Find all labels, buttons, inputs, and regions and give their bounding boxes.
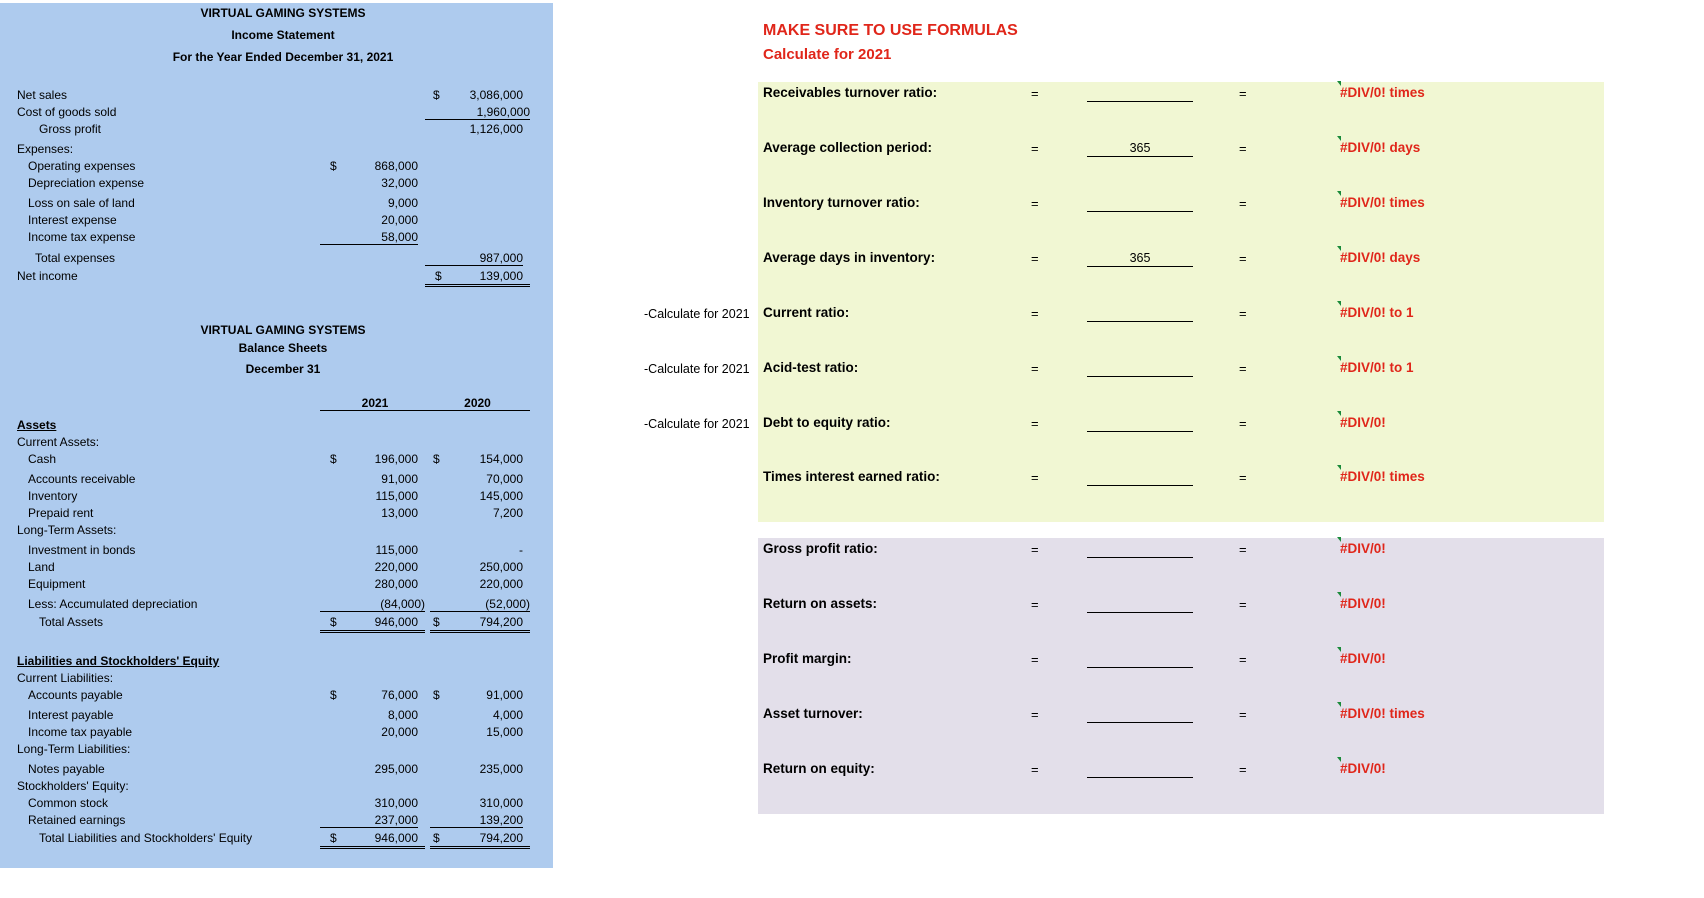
equals-sign: = [1239,652,1247,667]
gross-profit-label: Gross profit [39,122,102,136]
error-value: #DIV/0! [1340,596,1386,611]
currency-sign: $ [435,269,442,283]
ratio-label: Return on assets: [763,596,878,611]
equals-sign: = [1031,141,1039,156]
ratio-result [1340,706,1425,721]
ratio-unit: days [1389,140,1421,155]
land-label: Land [28,560,55,574]
inventory-label: Inventory [28,489,78,503]
prepaid-2021: 13,000 [381,506,418,520]
currency-sign: $ [433,88,440,102]
currency-sign: $ [433,688,440,702]
cash-label: Cash [28,452,57,466]
ratio-label: Gross profit ratio: [763,541,878,556]
ap-2020: 91,000 [486,688,523,702]
ratio-unit: times [1389,85,1425,100]
ratio-label: Return on equity: [763,761,875,776]
ratio-unit: days [1389,250,1421,265]
ratio-result [1340,250,1420,265]
error-value: #DIV/0! [1340,761,1386,776]
currency-sign: $ [330,159,337,173]
net-income-label: Net income [17,269,78,283]
ratio-result [1340,360,1414,375]
expenses-heading: Expenses: [17,142,74,156]
interest-payable-2021: 8,000 [387,708,418,722]
equals-sign: = [1031,86,1039,101]
long-term-liabilities-heading: Long-Term Liabilities: [17,742,131,756]
equals-sign: = [1031,542,1039,557]
bonds-label: Investment in bonds [28,543,136,557]
equipment-2021: 280,000 [374,577,418,591]
ratio-label: Times interest earned ratio: [763,469,940,484]
is-title: Income Statement [231,28,335,42]
income-tax-expense-value: 58,000 [320,230,418,245]
retained-earnings-label: Retained earnings [28,813,126,827]
cash-2021: 196,000 [374,452,418,466]
col-2020-header: 2020 [425,396,530,411]
ratio-input-cell[interactable] [1087,86,1193,102]
error-value: #DIV/0! [1340,541,1386,556]
interest-payable-2020: 4,000 [492,708,523,722]
error-value: #DIV/0! [1340,85,1386,100]
equals-sign: = [1239,306,1247,321]
currency-sign: $ [433,452,440,466]
equals-sign: = [1031,597,1039,612]
ratio-unit: times [1389,195,1425,210]
currency-sign: $ [330,688,337,702]
equals-sign: = [1239,251,1247,266]
prepaid-2020: 7,200 [492,506,523,520]
gross-profit-value: 1,126,000 [469,122,523,136]
income-tax-expense-label: Income tax expense [28,230,136,244]
ap-label: Accounts payable [28,688,123,702]
equals-sign: = [1031,707,1039,722]
ratio-result [1340,541,1386,556]
total-assets-2021: 946,000 [374,615,418,629]
currency-sign: $ [330,831,337,845]
ratio-input-cell[interactable]: 365 [1087,141,1193,157]
loss-on-land-label: Loss on sale of land [28,196,135,210]
equals-sign: = [1031,470,1039,485]
col-2021-header: 2021 [320,396,430,411]
ratio-input-cell[interactable] [1087,196,1193,212]
ratio-result [1340,195,1425,210]
ratio-result [1340,305,1414,320]
error-value: #DIV/0! [1340,469,1386,484]
notes-payable-2020: 235,000 [479,762,523,776]
cogs-value: 1,960,000 [425,105,530,120]
ratio-input-cell[interactable] [1087,470,1193,486]
prepaid-label: Prepaid rent [28,506,94,520]
error-value: #DIV/0! [1340,415,1386,430]
bs-date: December 31 [245,362,321,376]
error-value: #DIV/0! [1340,195,1386,210]
ratio-input-cell[interactable] [1087,707,1193,723]
side-note: -Calculate for 2021 [644,307,750,321]
common-stock-label: Common stock [28,796,109,810]
equals-sign: = [1031,306,1039,321]
retained-earnings-2020: 139,200 [430,813,523,828]
equals-sign: = [1031,251,1039,266]
current-liabilities-heading: Current Liabilities: [17,671,114,685]
total-assets-2020: 794,200 [479,615,523,629]
error-value: #DIV/0! [1340,250,1386,265]
operating-expenses-label: Operating expenses [28,159,136,173]
ratio-label: Inventory turnover ratio: [763,195,920,210]
error-value: #DIV/0! [1340,651,1386,666]
equipment-2020: 220,000 [479,577,523,591]
ratio-input-cell[interactable] [1087,361,1193,377]
notes-payable-2021: 295,000 [374,762,418,776]
equals-sign: = [1239,196,1247,211]
common-stock-2020: 310,000 [479,796,523,810]
total-assets-label: Total Assets [39,615,104,629]
ratio-label: Current ratio: [763,305,850,320]
total-expenses-value: 987,000 [425,251,523,266]
depreciation-value: 32,000 [381,176,418,190]
total-le-label: Total Liabilities and Stockholders' Equity [39,831,253,845]
ratio-result [1340,761,1386,776]
common-stock-2021: 310,000 [374,796,418,810]
cash-2020: 154,000 [479,452,523,466]
current-assets-heading: Current Assets: [17,435,100,449]
error-value: #DIV/0! [1340,706,1386,721]
equals-sign: = [1239,86,1247,101]
land-2020: 250,000 [479,560,523,574]
ratio-label: Profit margin: [763,651,852,666]
ratio-label: Average collection period: [763,140,933,155]
ratio-result [1340,85,1425,100]
bs-company-title: VIRTUAL GAMING SYSTEMS [200,323,366,337]
inventory-2021: 115,000 [375,489,418,503]
long-term-assets-heading: Long-Term Assets: [17,523,117,537]
ratio-input-cell[interactable] [1087,597,1193,613]
ratio-unit: to 1 [1389,360,1414,375]
equals-sign: = [1239,542,1247,557]
instruction-calculate: Calculate for 2021 [763,46,892,63]
currency-sign: $ [433,831,440,845]
net-sales-value: 3,086,000 [469,88,523,102]
currency-sign: $ [330,615,337,629]
ratio-input-cell[interactable] [1087,416,1193,432]
loss-on-land-value: 9,000 [387,196,418,210]
total-expenses-label: Total expenses [35,251,116,265]
equals-sign: = [1239,361,1247,376]
equals-sign: = [1031,196,1039,211]
depreciation-label: Depreciation expense [28,176,145,190]
instruction-formulas: MAKE SURE TO USE FORMULAS [763,22,1018,39]
assets-heading: Assets [17,418,57,432]
equipment-label: Equipment [28,577,86,591]
equals-sign: = [1239,141,1247,156]
error-value: #DIV/0! [1340,305,1386,320]
ratio-result [1340,651,1386,666]
equals-sign: = [1031,652,1039,667]
accum-dep-2021: (84,000) [320,597,425,612]
currency-sign: $ [433,615,440,629]
ratio-result [1340,469,1425,484]
stockholders-equity-heading: Stockholders' Equity: [17,779,129,793]
ratio-label: Acid-test ratio: [763,360,859,375]
equals-sign: = [1239,597,1247,612]
ratio-input-cell[interactable] [1087,652,1193,668]
ratio-result [1340,140,1420,155]
interest-payable-label: Interest payable [28,708,114,722]
accum-dep-label: Less: Accumulated depreciation [28,597,198,611]
inventory-2020: 145,000 [479,489,523,503]
bs-title: Balance Sheets [238,341,328,355]
ratio-label: Receivables turnover ratio: [763,85,938,100]
error-value: #DIV/0! [1340,360,1386,375]
ratio-input-cell[interactable]: 365 [1087,251,1193,267]
side-note: -Calculate for 2021 [644,362,750,376]
ratio-input-cell[interactable] [1087,542,1193,558]
equals-sign: = [1239,762,1247,777]
retained-earnings-2021: 237,000 [320,813,418,828]
ratio-label: Debt to equity ratio: [763,415,891,430]
total-le-2021: 946,000 [374,831,418,845]
ratio-result [1340,596,1386,611]
ap-2021: 76,000 [381,688,418,702]
cogs-label: Cost of goods sold [17,105,117,119]
ratio-input-cell[interactable] [1087,306,1193,322]
error-value: #DIV/0! [1340,140,1386,155]
equals-sign: = [1239,470,1247,485]
equals-sign: = [1239,416,1247,431]
ar-2021: 91,000 [381,472,418,486]
net-sales-label: Net sales [17,88,68,102]
is-period: For the Year Ended December 31, 2021 [172,50,394,64]
interest-expense-value: 20,000 [381,213,418,227]
tax-payable-label: Income tax payable [28,725,133,739]
operating-expenses-value: 868,000 [374,159,418,173]
ratio-result [1340,415,1386,430]
bonds-2020: - [519,543,523,557]
equals-sign: = [1239,707,1247,722]
tax-payable-2020: 15,000 [486,725,523,739]
ratio-unit: to 1 [1389,305,1414,320]
ratio-label: Average days in inventory: [763,250,936,265]
liabilities-equity-heading: Liabilities and Stockholders' Equity [17,654,220,668]
ar-label: Accounts receivable [28,472,136,486]
ratio-input-cell[interactable] [1087,762,1193,778]
equals-sign: = [1031,416,1039,431]
net-income-value: 139,000 [479,269,523,283]
equals-sign: = [1031,361,1039,376]
ratio-unit: times [1389,706,1425,721]
ratio-unit: times [1389,469,1425,484]
ratio-label: Asset turnover: [763,706,863,721]
currency-sign: $ [330,452,337,466]
notes-payable-label: Notes payable [28,762,105,776]
is-company-title: VIRTUAL GAMING SYSTEMS [200,6,366,20]
bonds-2021: 115,000 [375,543,418,557]
accum-dep-2020: (52,000) [430,597,530,612]
land-2021: 220,000 [374,560,418,574]
equals-sign: = [1031,762,1039,777]
ar-2020: 70,000 [486,472,523,486]
interest-expense-label: Interest expense [28,213,117,227]
side-note: -Calculate for 2021 [644,417,750,431]
total-le-2020: 794,200 [479,831,523,845]
tax-payable-2021: 20,000 [381,725,418,739]
